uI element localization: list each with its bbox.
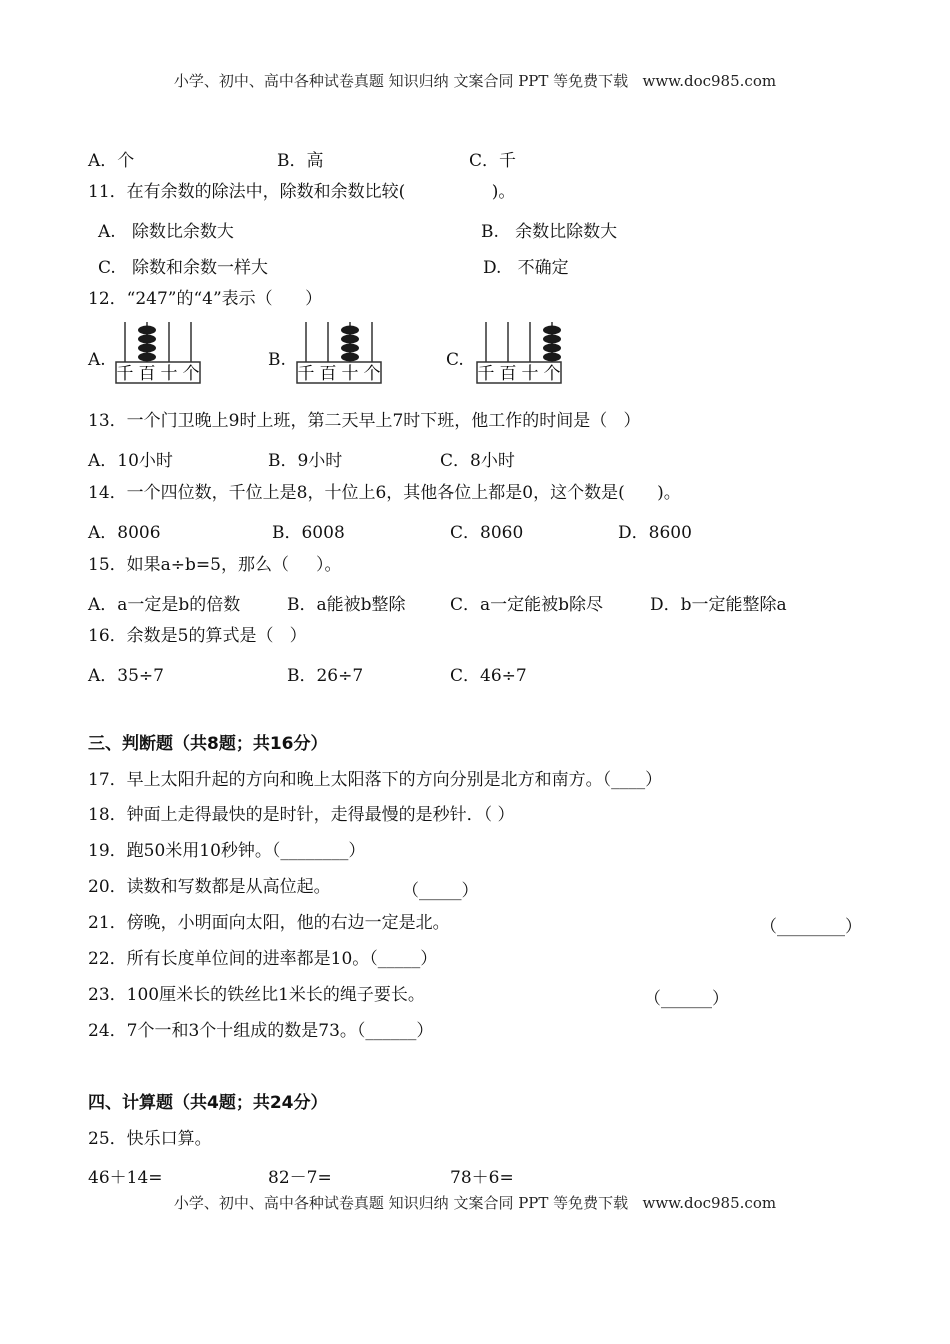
abacus-bead [341,353,359,362]
abacus-c-label-shi: 十 [521,364,539,384]
q10-option-c: C．千 [469,151,517,171]
q23-answer-blank: （______） [644,989,729,1009]
abacus-bead [138,344,156,353]
abacus-bead [138,353,156,362]
q16-option-b: B．26÷7 [287,666,364,686]
q15-option-c: C．a一定能被b除尽 [450,595,604,615]
abacus-bead [138,326,156,335]
q10-option-a: A．个 [88,151,135,171]
q15-stem: 15．如果a÷b=5，那么（ ）。 [88,555,342,575]
abacus-bead [341,326,359,335]
abacus-c-label-qian: 千 [477,364,495,384]
abacus-b-label-qian: 千 [297,364,315,384]
q10-option-b: B．高 [277,151,324,171]
q14-option-d: D．8600 [618,523,692,543]
q21-answer-blank: （________） [760,917,862,937]
q16-stem: 16．余数是5的算式是（ ） [88,626,307,646]
abacus-a-label-qian: 千 [116,364,134,384]
section-4-title: 四、计算题（共4题；共24分） [88,1093,328,1113]
q16-option-a: A．35÷7 [88,666,164,686]
q11-stem: 11．在有余数的除法中，除数和余数比较( )。 [88,182,516,202]
q25-expression-1: 46＋14= [88,1168,163,1188]
q25-stem: 25．快乐口算。 [88,1129,212,1149]
q24-stem: 24．7个一和3个十组成的数是73。（______） [88,1021,434,1041]
q13-option-c: C．8小时 [440,451,515,471]
abacus-bead [543,335,561,344]
abacus-a-label-bai: 百 [138,364,156,384]
q21-stem: 21．傍晚，小明面向太阳，他的右边一定是北。 [88,913,450,933]
abacus-c-label-bai: 百 [499,364,517,384]
q14-stem: 14．一个四位数，千位上是8，十位上6，其他各位上都是0，这个数是( )。 [88,483,681,503]
q22-stem: 22．所有长度单位间的进率都是10。（_____） [88,949,438,969]
q19-stem: 19．跑50米用10秒钟。（________） [88,841,366,861]
q13-option-b: B．9小时 [268,451,343,471]
abacus-bead [543,344,561,353]
q23-stem: 23．100厘米长的铁丝比1米长的绳子要长。 [88,985,425,1005]
abacus-c-label-ge: 个 [543,364,561,384]
abacus-bead [543,353,561,362]
abacus-b-label-ge: 个 [363,364,381,384]
abacus-a-label-ge: 个 [182,364,200,384]
q18-stem: 18．钟面上走得最快的是时针，走得最慢的是秒针．（ ） [88,805,515,825]
q12-stem: 12．“247”的“4”表示（ ） [88,289,323,309]
q25-expression-3: 78＋6= [450,1168,514,1188]
q12-option-a: A. [88,350,106,370]
abacus-b-label-bai: 百 [319,364,337,384]
abacus-bead [543,326,561,335]
q20-stem: 20．读数和写数都是从高位起。 [88,877,331,897]
q14-option-b: B．6008 [272,523,345,543]
q14-option-c: C．8060 [450,523,524,543]
q16-option-c: C．46÷7 [450,666,527,686]
q11-option-c: C. 除数和余数一样大 [98,258,269,278]
abacus-bead [341,335,359,344]
q13-option-a: A．10小时 [88,451,173,471]
q25-expression-2: 82－7= [268,1168,332,1188]
q11-option-a: A. 除数比余数大 [98,222,234,242]
abacus-bead [138,335,156,344]
page-header: 小学、初中、高中各种试卷真题 知识归纳 文案合同 PPT 等免费下载 www.doc985.com [173,72,777,90]
q13-stem: 13．一个门卫晚上9时上班，第二天早上7时下班，他工作的时间是（ ） [88,411,641,431]
q14-option-a: A．8006 [88,523,161,543]
abacus-b-label-shi: 十 [341,364,359,384]
q17-stem: 17．早上太阳升起的方向和晚上太阳落下的方向分别是北方和南方。（____） [88,770,663,790]
q15-option-b: B．a能被b整除 [287,595,406,615]
abacus-a-label-shi: 十 [160,364,178,384]
page-footer: 小学、初中、高中各种试卷真题 知识归纳 文案合同 PPT 等免费下载 www.doc985.com [173,1194,777,1212]
q20-answer-blank: （_____） [402,881,479,901]
abacus-bead [341,344,359,353]
q15-option-a: A．a一定是b的倍数 [88,595,241,615]
abacus-c [474,320,564,386]
abacus-a [113,320,203,386]
abacus-b [294,320,384,386]
q11-option-b: B. 余数比除数大 [481,222,618,242]
q15-option-d: D．b一定能整除a [650,595,787,615]
section-3-title: 三、判断题（共8题；共16分） [88,734,328,754]
q12-option-b: B. [268,350,286,370]
q12-option-c: C. [446,350,464,370]
q11-option-d: D. 不确定 [483,258,569,278]
